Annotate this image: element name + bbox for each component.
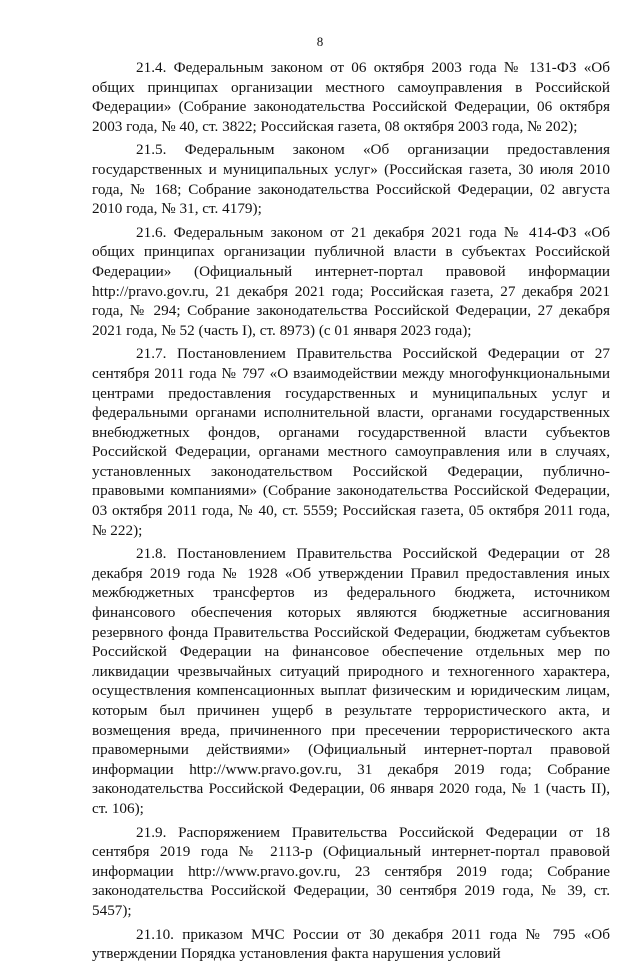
- paragraph-21-10: 21.10. приказом МЧС России от 30 декабря 2011 года № 795 «Об утверждении Порядка установления факта нарушения условий: [92, 925, 610, 963]
- paragraph-21-5: 21.5. Федеральным законом «Об организации предоставления государственных и муниципальных услуг» (Российская газета, 30 июля 2010 года, № 168; Собрание законодательства Российской Федерации, 02 августа 2010 года, № 31, ст. 4179);: [92, 141, 610, 218]
- document-body: [92, 58, 610, 968]
- page-number: 8: [316, 34, 324, 49]
- paragraph-21-7: 21.7. Постановлением Правительства Российской Федерации от 27 сентября 2011 года № 797 «О взаимодействии между многофункциональными центрами предоставления государственных и муниципальных услуг и федеральными органами исполнительной власти, органами государственных внебюджетных фондов, органами государственной власти субъектов Российской Федерации, органами местного самоуправления или в случаях, установленных законодательством Российской Федерации, публично-правовыми компаниями» (Собрание законодательства Российской Федерации, 03 октября 2011 года, № 40, ст. 5559; Российская газета, 05 октября 2011 года, № 222);: [92, 345, 610, 539]
- paragraph-21-6: 21.6. Федеральным законом от 21 декабря 2021 года № 414-ФЗ «Об общих принципах организации публичной власти в субъектах Российской Федерации» (Официальный интернет-портал правовой информации http://pravo.gov.ru, 21 декабря 2021 года; Российская газета, 27 декабря 2021 года, № 294; Собрание законодательства Российской Федерации, 27 декабря 2021 года, № 52 (часть I), ст. 8973) (с 01 января 2023 года);: [92, 223, 610, 339]
- paragraph-21-8: 21.8. Постановлением Правительства Российской Федерации от 28 декабря 2019 года № 1928 «Об утверждении Правил предоставления иных межбюджетных трансфертов из федерального бюджета, источником финансового обеспечения которых являются бюджетные ассигнования резервного фонда Правительства Российской Федерации, бюджетам субъектов Российской Федерации на финансовое обеспечение отдельных мер по ликвидации чрезвычайных ситуаций природного и техногенного характера, осуществления компенсационных выплат физическим и юридическим лицам, которым был причинен ущерб в результате террористического акта, и возмещения вреда, причиненного при пресечении террористического акта правомерными действиями» (Официальный интернет-портал правовой информации http://www.pravo.gov.ru, 31 декабря 2019 года; Собрание законодательства Российской Федерации, 06 января 2020 года, № 1 (часть II), ст. 106);: [92, 545, 610, 817]
- paragraph-21-4: 21.4. Федеральным законом от 06 октября 2003 года № 131-ФЗ «Об общих принципах организации местного самоуправления в Российской Федерации» (Собрание законодательства Российской Федерации, 06 октября 2003 года, № 40, ст. 3822; Российская газета, 08 октября 2003 года, № 202);: [92, 59, 610, 135]
- paragraph-21-9: 21.9. Распоряжением Правительства Российской Федерации от 18 сентября 2019 года № 2113-р (Официальный интернет-портал правовой информации http://www.pravo.gov.ru, 23 сентября 2019 года; Собрание законодательства Российской Федерации, 30 сентября 2019 года, № 39, ст. 5457);: [92, 823, 610, 919]
